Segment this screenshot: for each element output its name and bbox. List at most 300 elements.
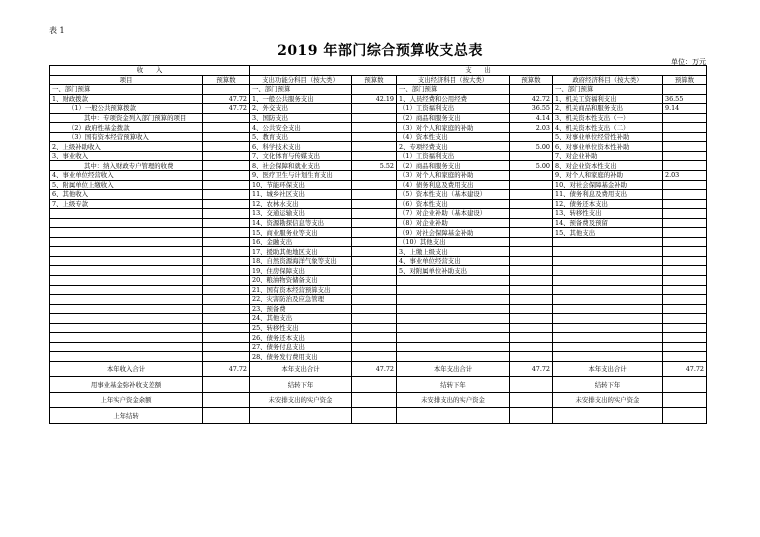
func-budget-cell	[352, 218, 397, 228]
gov-item-cell: 12、债务还本支出	[553, 199, 663, 209]
income-item-cell: 3、事业收入	[50, 151, 203, 161]
gov-budget-cell	[663, 352, 707, 362]
income-budget-cell	[203, 237, 250, 247]
econ-item-cell: （9）对社会保障基金补助	[397, 228, 510, 238]
gov-budget-cell	[663, 276, 707, 286]
func-budget-cell	[352, 285, 397, 295]
func-budget-cell	[352, 113, 397, 123]
econ-item-cell: （6）资本性支出	[397, 199, 510, 209]
econ-item-cell	[397, 352, 510, 362]
expense-total-value: 47.72	[352, 361, 397, 377]
income-total-value: 47.72	[203, 361, 250, 377]
func-budget-cell	[352, 171, 397, 181]
income-item-cell: 2、上级补助收入	[50, 142, 203, 152]
gov-budget-cell	[663, 218, 707, 228]
income-item-cell: 其中：专项资金列入部门预算的项目	[50, 113, 203, 123]
econ-item-cell: （2）商品和服务支出	[397, 161, 510, 171]
empty-cell	[352, 408, 397, 424]
gov-budget-cell	[663, 228, 707, 238]
income-budget-cell	[203, 151, 250, 161]
gov-item-cell	[553, 276, 663, 286]
econ-item-cell: （5）资本性支出（基本建设）	[397, 190, 510, 200]
table-row	[50, 285, 707, 295]
unit-label: 单位：万元	[671, 58, 706, 66]
income-budget-cell	[203, 142, 250, 152]
gov-item-cell	[553, 237, 663, 247]
gov-budget-cell	[663, 323, 707, 333]
gov-budget-cell	[663, 113, 707, 123]
table-tag: 表 1	[49, 26, 65, 35]
income-item-cell	[50, 342, 203, 352]
income-budget-cell	[203, 171, 250, 181]
gov-item-cell	[553, 333, 663, 343]
income-budget-cell	[203, 247, 250, 257]
gov-item-cell: 6、对事业单位资本性补助	[553, 142, 663, 152]
econ-budget-cell	[510, 228, 553, 238]
table-row	[50, 276, 707, 286]
func-budget-cell: 5.52	[352, 161, 397, 171]
econ-budget-cell	[510, 190, 553, 200]
income-item-cell: 7、上级专款	[50, 199, 203, 209]
func-item-cell: 17、援助其他地区支出	[250, 247, 352, 257]
econ-item-cell: （2）商品和服务支出	[397, 113, 510, 123]
func-budget-cell	[352, 342, 397, 352]
expense-total-label: 本年支出合计	[250, 361, 352, 377]
gov-item-cell	[553, 256, 663, 266]
func-item-cell: 1、一般公共服务支出	[250, 94, 352, 104]
income-item-cell	[50, 266, 203, 276]
econ-budget-cell	[510, 333, 553, 343]
gov-budget-cell	[663, 314, 707, 324]
func-item-cell: 8、社会保障和就业支出	[250, 161, 352, 171]
income-item-cell: 1、财政拨款	[50, 94, 203, 104]
empty-cell	[663, 408, 707, 424]
func-item-cell: 10、节能环保支出	[250, 180, 352, 190]
func-item-cell: 6、科学技术支出	[250, 142, 352, 152]
gov-item-cell: 1、机关工资福利支出	[553, 94, 663, 104]
fund-deficit-label: 用事业基金弥补收支差额	[50, 377, 203, 393]
func-budget-cell	[352, 247, 397, 257]
table-row	[50, 237, 707, 247]
unallocated-funds-value	[352, 392, 397, 408]
func-budget-cell	[352, 237, 397, 247]
func-budget-cell	[352, 314, 397, 324]
income-budget-cell	[203, 218, 250, 228]
table-row	[50, 123, 707, 133]
carry-forward-label: 结转下年	[397, 377, 510, 393]
func-budget-cell	[352, 142, 397, 152]
unallocated-funds-label: 未安排支出的实户资金	[250, 392, 352, 408]
income-item-cell: （3）国有资本经营预算收入	[50, 132, 203, 142]
econ-budget-cell	[510, 285, 553, 295]
gov-budget-cell	[663, 199, 707, 209]
income-budget-cell	[203, 323, 250, 333]
gov-budget-cell	[663, 180, 707, 190]
col-header-func: 支出功能分科目（按大类）	[250, 75, 352, 85]
econ-budget-cell	[510, 276, 553, 286]
income-budget-cell	[203, 132, 250, 142]
prior-balance-value	[203, 392, 250, 408]
gov-budget-cell	[663, 190, 707, 200]
gov-item-cell	[553, 304, 663, 314]
econ-budget-cell	[510, 209, 553, 219]
table-row	[50, 190, 707, 200]
func-item-cell: 28、债务发行费用支出	[250, 352, 352, 362]
econ-budget-cell: 2.03	[510, 123, 553, 133]
col-header-budget: 预算数	[663, 75, 707, 85]
econ-item-cell	[397, 342, 510, 352]
income-item-cell	[50, 314, 203, 324]
income-total-label: 本年收入合计	[50, 361, 203, 377]
col-header-econ: 支出经济科目（按大类）	[397, 75, 510, 85]
income-item-cell	[50, 295, 203, 305]
func-budget-cell	[352, 352, 397, 362]
gov-budget-cell	[663, 85, 707, 95]
table-row	[50, 352, 707, 362]
gov-budget-cell	[663, 256, 707, 266]
econ-budget-cell: 42.72	[510, 94, 553, 104]
income-budget-cell	[203, 342, 250, 352]
gov-budget-cell: 36.55	[663, 94, 707, 104]
unallocated-funds-label: 未安排支出的实户资金	[553, 392, 663, 408]
table-row	[50, 94, 707, 104]
gov-item-cell	[553, 295, 663, 305]
table-row	[50, 218, 707, 228]
col-header-gov: 政府经济科目（按大类）	[553, 75, 663, 85]
gov-budget-cell	[663, 151, 707, 161]
func-budget-cell	[352, 295, 397, 305]
func-item-cell: 18、自然资源海洋气象等支出	[250, 256, 352, 266]
gov-item-cell: 9、对个人和家庭的补助	[553, 171, 663, 181]
gov-item-cell: 一、部门预算	[553, 85, 663, 95]
table-row	[50, 113, 707, 123]
econ-budget-cell: 36.55	[510, 104, 553, 114]
table-row	[50, 199, 707, 209]
func-budget-cell	[352, 85, 397, 95]
income-budget-cell	[203, 123, 250, 133]
empty-cell	[250, 408, 352, 424]
func-item-cell: 24、其他支出	[250, 314, 352, 324]
func-item-cell: 4、公共安全支出	[250, 123, 352, 133]
gov-item-cell	[553, 247, 663, 257]
econ-budget-cell	[510, 218, 553, 228]
income-item-cell: 4、事业单位经营收入	[50, 171, 203, 181]
econ-item-cell: （1）工资福利支出	[397, 151, 510, 161]
func-budget-cell	[352, 104, 397, 114]
income-item-cell: 5、附属单位上缴收入	[50, 180, 203, 190]
income-item-cell	[50, 333, 203, 343]
func-item-cell: 一、部门预算	[250, 85, 352, 95]
econ-item-cell	[397, 276, 510, 286]
unallocated-funds-label: 未安排支出的实户资金	[397, 392, 510, 408]
gov-budget-cell	[663, 295, 707, 305]
gov-item-cell: 8、对企业资本性支出	[553, 161, 663, 171]
gov-item-cell	[553, 342, 663, 352]
econ-total-label: 本年支出合计	[397, 361, 510, 377]
table-row	[50, 142, 707, 152]
econ-item-cell: （3）对个人和家庭的补助	[397, 171, 510, 181]
income-budget-cell	[203, 190, 250, 200]
econ-item-cell: 4、事业单位经营支出	[397, 256, 510, 266]
income-budget-cell	[203, 314, 250, 324]
func-budget-cell	[352, 228, 397, 238]
col-header-budget: 预算数	[203, 75, 250, 85]
gov-budget-cell	[663, 266, 707, 276]
income-group-header: 收 入	[50, 66, 250, 76]
income-budget-cell	[203, 161, 250, 171]
income-item-cell	[50, 285, 203, 295]
func-item-cell: 5、教育支出	[250, 132, 352, 142]
func-item-cell: 20、粮油物资储备支出	[250, 276, 352, 286]
gov-item-cell: 2、机关商品和服务支出	[553, 104, 663, 114]
func-budget-cell	[352, 199, 397, 209]
func-budget-cell	[352, 190, 397, 200]
table-row	[50, 247, 707, 257]
econ-item-cell	[397, 314, 510, 324]
econ-item-cell: 2、专项经费支出	[397, 142, 510, 152]
income-item-cell	[50, 256, 203, 266]
func-item-cell: 14、资源勘探信息等支出	[250, 218, 352, 228]
econ-budget-cell: 4.14	[510, 113, 553, 123]
table-row	[50, 314, 707, 324]
econ-budget-cell	[510, 180, 553, 190]
income-item-cell: （2）政府性基金拨款	[50, 123, 203, 133]
income-budget-cell	[203, 295, 250, 305]
econ-item-cell: 5、对附属单位补助支出	[397, 266, 510, 276]
gov-budget-cell	[663, 237, 707, 247]
gov-item-cell	[553, 323, 663, 333]
empty-cell	[397, 408, 510, 424]
econ-budget-cell: 5.00	[510, 142, 553, 152]
carry-forward-value	[352, 377, 397, 393]
table-row	[50, 323, 707, 333]
gov-item-cell: 4、机关资本性支出（二）	[553, 123, 663, 133]
fund-deficit-value	[203, 377, 250, 393]
gov-item-cell: 10、对社会保障基金补助	[553, 180, 663, 190]
func-item-cell: 23、预备费	[250, 304, 352, 314]
income-item-cell: 一、部门预算	[50, 85, 203, 95]
table-row	[50, 333, 707, 343]
gov-budget-cell	[663, 333, 707, 343]
econ-budget-cell	[510, 352, 553, 362]
econ-budget-cell: 5.00	[510, 161, 553, 171]
gov-budget-cell	[663, 132, 707, 142]
income-item-cell	[50, 247, 203, 257]
econ-item-cell: （3）对个人和家庭的补助	[397, 123, 510, 133]
gov-total-label: 本年支出合计	[553, 361, 663, 377]
table-row	[50, 209, 707, 219]
gov-item-cell: 15、其他支出	[553, 228, 663, 238]
gov-item-cell: 14、预备费及预留	[553, 218, 663, 228]
gov-item-cell	[553, 352, 663, 362]
table-row	[50, 342, 707, 352]
econ-budget-cell	[510, 171, 553, 181]
income-item-cell	[50, 304, 203, 314]
econ-budget-cell	[510, 247, 553, 257]
func-item-cell: 2、外交支出	[250, 104, 352, 114]
func-budget-cell: 42.19	[352, 94, 397, 104]
func-item-cell: 15、商业服务业等支出	[250, 228, 352, 238]
table-row	[50, 132, 707, 142]
col-header-budget: 预算数	[510, 75, 553, 85]
income-item-cell	[50, 276, 203, 286]
func-item-cell: 11、城乡社区支出	[250, 190, 352, 200]
empty-cell	[553, 408, 663, 424]
func-budget-cell	[352, 151, 397, 161]
income-budget-cell	[203, 352, 250, 362]
col-header-item: 项目	[50, 75, 203, 85]
econ-budget-cell	[510, 304, 553, 314]
table-row	[50, 228, 707, 238]
gov-item-cell: 5、对事业单位经常性补助	[553, 132, 663, 142]
func-budget-cell	[352, 132, 397, 142]
econ-budget-cell	[510, 199, 553, 209]
econ-budget-cell	[510, 256, 553, 266]
gov-budget-cell: 2.03	[663, 171, 707, 181]
econ-item-cell	[397, 323, 510, 333]
income-budget-cell	[203, 199, 250, 209]
prior-carryover-label: 上年结转	[50, 408, 203, 424]
income-budget-cell	[203, 228, 250, 238]
func-item-cell: 25、转移性支出	[250, 323, 352, 333]
econ-budget-cell	[510, 85, 553, 95]
func-item-cell: 12、农林水支出	[250, 199, 352, 209]
gov-item-cell	[553, 266, 663, 276]
income-budget-cell	[203, 285, 250, 295]
gov-budget-cell	[663, 161, 707, 171]
func-item-cell: 26、债务还本支出	[250, 333, 352, 343]
income-budget-cell: 47.72	[203, 104, 250, 114]
income-budget-cell	[203, 266, 250, 276]
econ-total-value: 47.72	[510, 361, 553, 377]
gov-budget-cell	[663, 342, 707, 352]
func-item-cell: 7、文化体育与传媒支出	[250, 151, 352, 161]
income-budget-cell	[203, 113, 250, 123]
econ-item-cell: （7）对企业补助（基本建设）	[397, 209, 510, 219]
econ-item-cell: （4）资本性支出	[397, 132, 510, 142]
func-budget-cell	[352, 333, 397, 343]
func-item-cell: 3、国防支出	[250, 113, 352, 123]
income-budget-cell	[203, 304, 250, 314]
func-item-cell: 22、灾害防治及应急管理	[250, 295, 352, 305]
expense-group-header: 支 出	[250, 66, 707, 76]
gov-item-cell	[553, 314, 663, 324]
econ-budget-cell	[510, 295, 553, 305]
table-row	[50, 304, 707, 314]
income-budget-cell	[203, 85, 250, 95]
table-row	[50, 171, 707, 181]
econ-item-cell: 1、人员经费和公用经费	[397, 94, 510, 104]
econ-item-cell	[397, 304, 510, 314]
econ-item-cell: 一、部门预算	[397, 85, 510, 95]
func-item-cell: 16、金融支出	[250, 237, 352, 247]
col-header-budget: 预算数	[352, 75, 397, 85]
gov-item-cell: 11、债务利息及费用支出	[553, 190, 663, 200]
carry-forward-value	[663, 377, 707, 393]
econ-item-cell	[397, 295, 510, 305]
unallocated-funds-value	[510, 392, 553, 408]
func-item-cell: 9、医疗卫生与计划生育支出	[250, 171, 352, 181]
func-budget-cell	[352, 209, 397, 219]
econ-budget-cell	[510, 237, 553, 247]
econ-item-cell: （10）其他支出	[397, 237, 510, 247]
func-item-cell: 21、国有资本经营预算支出	[250, 285, 352, 295]
gov-item-cell: 7、对企业补助	[553, 151, 663, 161]
econ-item-cell: （4）债务利息及费用支出	[397, 180, 510, 190]
income-item-cell	[50, 237, 203, 247]
income-item-cell	[50, 218, 203, 228]
func-budget-cell	[352, 256, 397, 266]
empty-cell	[510, 408, 553, 424]
prior-carryover-value	[203, 408, 250, 424]
table-row	[50, 104, 707, 114]
econ-budget-cell	[510, 314, 553, 324]
table-row	[50, 161, 707, 171]
func-budget-cell	[352, 304, 397, 314]
gov-item-cell: 13、转移性支出	[553, 209, 663, 219]
gov-budget-cell	[663, 247, 707, 257]
gov-budget-cell	[663, 142, 707, 152]
carry-forward-label: 结转下年	[250, 377, 352, 393]
income-budget-cell	[203, 180, 250, 190]
econ-item-cell	[397, 285, 510, 295]
gov-item-cell: 3、机关资本性支出（一）	[553, 113, 663, 123]
func-budget-cell	[352, 266, 397, 276]
carry-forward-value	[510, 377, 553, 393]
gov-item-cell	[553, 285, 663, 295]
table-row	[50, 256, 707, 266]
income-budget-cell	[203, 256, 250, 266]
gov-budget-cell	[663, 123, 707, 133]
gov-budget-cell: 9.14	[663, 104, 707, 114]
gov-budget-cell	[663, 285, 707, 295]
gov-budget-cell	[663, 304, 707, 314]
table-row	[50, 295, 707, 305]
income-item-cell	[50, 323, 203, 333]
func-budget-cell	[352, 123, 397, 133]
func-item-cell: 19、住房保障支出	[250, 266, 352, 276]
income-budget-cell	[203, 276, 250, 286]
econ-budget-cell	[510, 342, 553, 352]
income-budget-cell: 47.72	[203, 94, 250, 104]
func-item-cell: 27、债务付息支出	[250, 342, 352, 352]
econ-item-cell: （8）对企业补助	[397, 218, 510, 228]
table-row	[50, 180, 707, 190]
table-row	[50, 151, 707, 161]
prior-balance-label: 上年实户资金余额	[50, 392, 203, 408]
econ-item-cell: 3、上缴上级支出	[397, 247, 510, 257]
income-item-cell: 6、其他收入	[50, 190, 203, 200]
econ-budget-cell	[510, 151, 553, 161]
income-item-cell	[50, 228, 203, 238]
gov-budget-cell	[663, 209, 707, 219]
income-budget-cell	[203, 209, 250, 219]
income-item-cell	[50, 352, 203, 362]
income-budget-cell	[203, 333, 250, 343]
income-item-cell: （1）一般公共预算拨款	[50, 104, 203, 114]
table-row	[50, 266, 707, 276]
gov-total-value: 47.72	[663, 361, 707, 377]
income-item-cell: 其中：纳入财政专户管理的收费	[50, 161, 203, 171]
unallocated-funds-value	[663, 392, 707, 408]
carry-forward-label: 结转下年	[553, 377, 663, 393]
income-item-cell	[50, 209, 203, 219]
func-budget-cell	[352, 323, 397, 333]
func-budget-cell	[352, 276, 397, 286]
econ-item-cell	[397, 333, 510, 343]
econ-budget-cell	[510, 132, 553, 142]
econ-budget-cell	[510, 266, 553, 276]
